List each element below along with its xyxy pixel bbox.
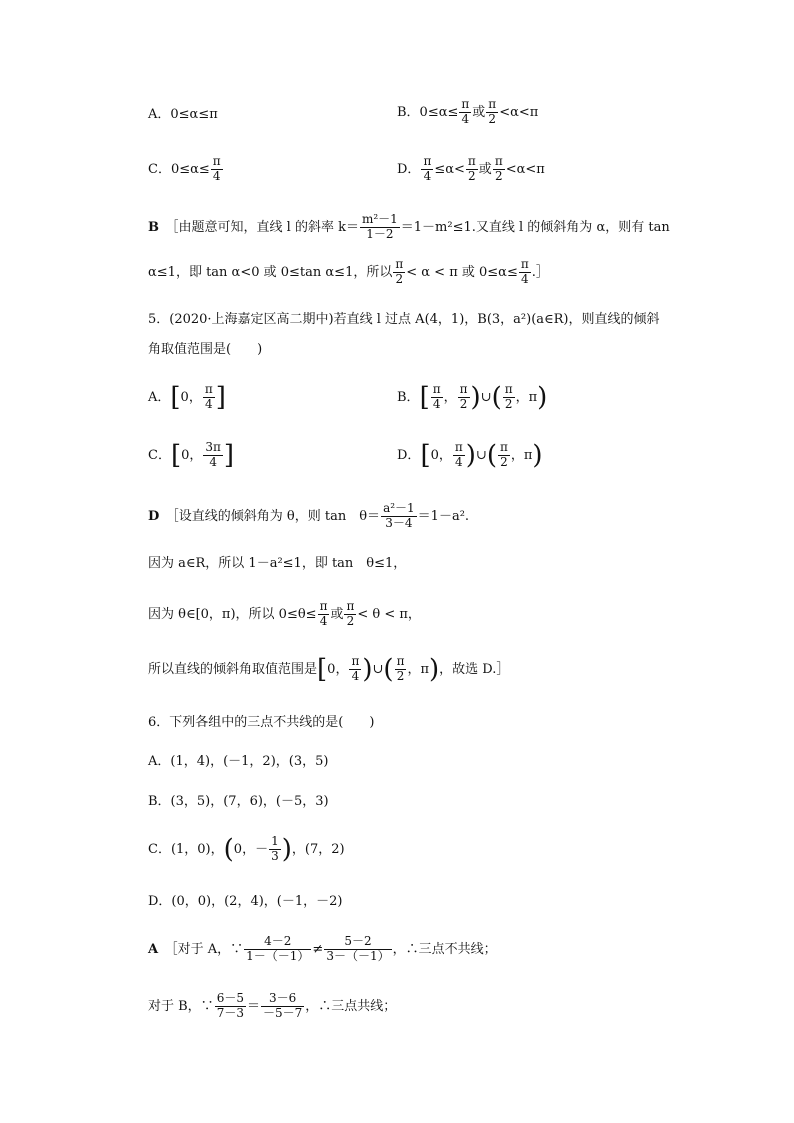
q6-option-a: A．(1，4)，(－1，2)，(3，5) [148,754,329,769]
q4-answer-line-2: α≤1，即 tan α<0 或 0≤tan α≤1，所以 $\frac{\pi}{2}$ < α < π 或 0≤α≤ $\frac{\pi}{4}$ .］ [148,257,549,286]
q5-stem-line-1: 5．(2020·上海嘉定区高二期中)若直线 l 过点 A(4，1)，B(3，a²)(a∈R)，则直线的倾斜 [148,312,660,327]
q6-stem: 6．下列各组中的三点不共线的是( ) [148,715,375,730]
q5-option-c: C．[0， $\frac{3\pi}{4}$ ] [148,440,235,471]
q4-option-d: D． $\frac{\pi}{4}$ ≤α< $\frac{\pi}{2}$ 或 $\frac{\pi}{2}$ <α<π [397,154,545,183]
q5-answer-line-1: D ［设直线的倾斜角为 θ，则 tan θ＝ $\frac{\text{a²－1}}{3-4}$ ＝1－a². [148,501,470,530]
q5-option-b: B．[ $\frac{\pi}{4}$ ， $\frac{\pi}{2}$ )∪( $\frac{\pi}{2}$ ，π) [397,382,548,413]
q6-answer-line-1: A ［对于 A，∵ $\frac{4-2}{1-(-1)}$ ≠ $\frac{5-2}{3-(-1)}$ ，∴三点不共线； [148,934,497,963]
q6-answer-line-2: 对于 B，∵ $\frac{6-5}{7-3}$ ＝ $\frac{3-6}{-5-7}$ ，∴三点共线； [148,991,397,1020]
q5-answer-line-2: 因为 a∈R，所以 1－a²≤1，即 tan θ≤1， [148,556,407,571]
q6-option-c: C．(1，0)，(0，－ $\frac{1}{3}$ )，(7，2) [148,834,345,865]
q4-option-a: A．0≤α≤π [148,107,218,122]
q5-answer-line-3: 因为 θ∈[0，π)，所以 0≤θ≤ $\frac{\pi}{4}$ 或 $\frac{\pi}{2}$ < θ < π， [148,599,421,628]
q5-answer-line-4: 所以直线的倾斜角取值范围是[0， $\frac{\pi}{4}$ )∪( $\frac{\pi}{2}$ ，π)，故选 D.］ [148,654,510,685]
q5-option-d: D．[0， $\frac{\pi}{4}$ )∪( $\frac{\pi}{2}$ ，π) [397,440,543,471]
q6-option-b: B．(3，5)，(7，6)，(－5，3) [148,794,329,809]
q5-stem-line-2: 角取值范围是( ) [148,342,263,357]
q4-option-c: C．0≤α≤ $\frac{\pi}{4}$ [148,154,221,183]
q4-option-b: B．0≤α≤ $\frac{\pi}{4}$ 或 $\frac{\pi}{2}$ <α<π [397,97,539,126]
q5-option-a: A．[0， $\frac{\pi}{4}$ ] [148,382,226,413]
q6-option-d: D．(0，0)，(2，4)，(－1，－2) [148,894,343,909]
q4-answer-line-1: B ［由题意可知，直线 l 的斜率 k＝ $\frac{\text{m²－1}}{1-2}$ ＝1－m²≤1.又直线 l 的倾斜角为 α，则有 tan [148,212,670,241]
